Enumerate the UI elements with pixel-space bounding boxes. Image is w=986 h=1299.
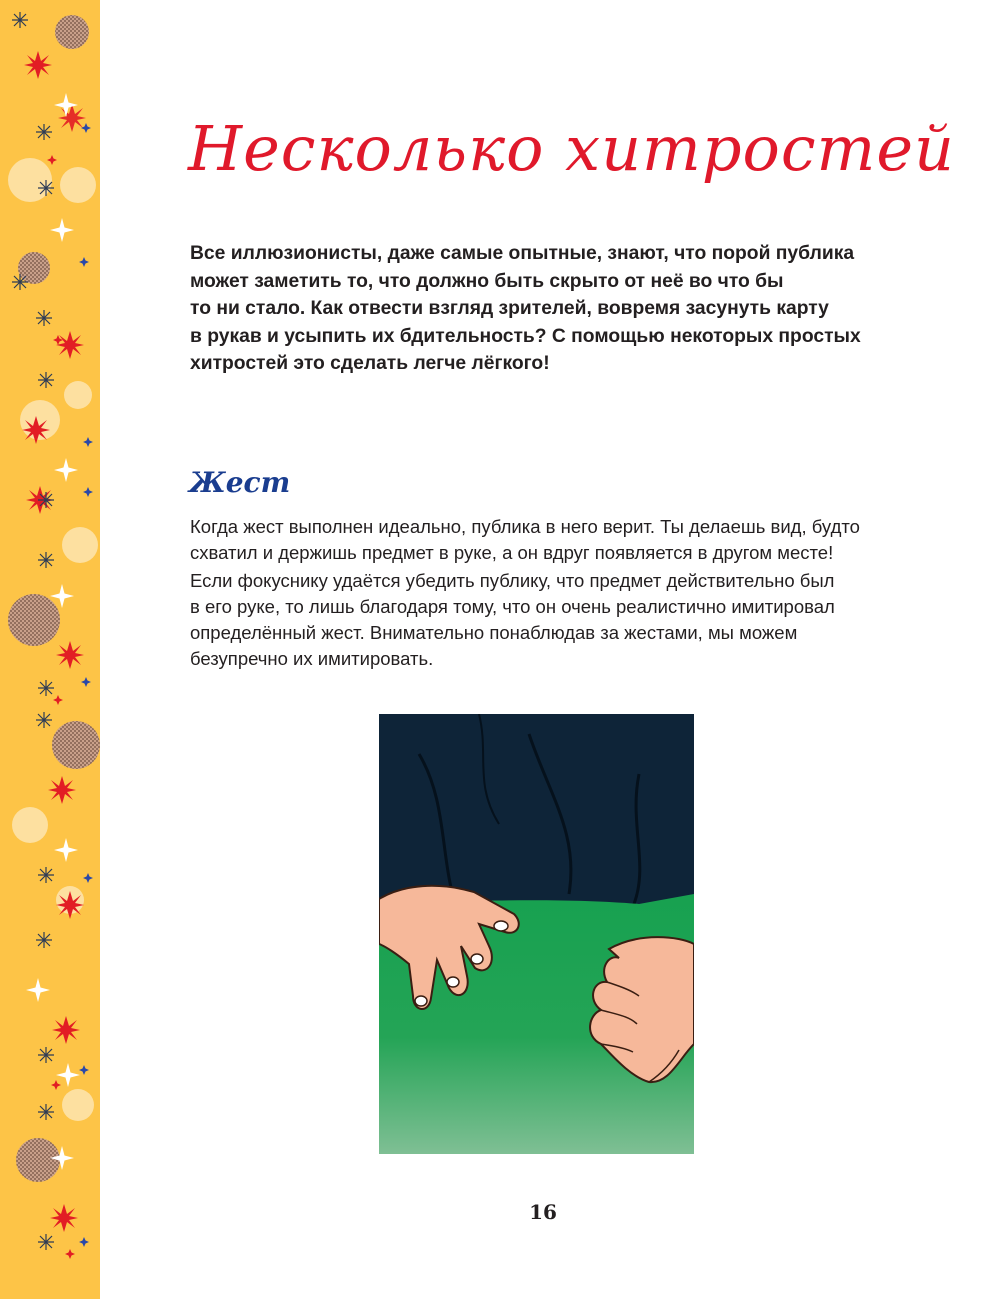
section-heading: Жест bbox=[189, 466, 291, 499]
hands-illustration bbox=[379, 714, 694, 1154]
intro-line: то ни стало. Как отвести взгляд зрителей, вовремя засунуть карту bbox=[190, 298, 829, 319]
intro-line: в рукав и усыпить их бдительность? С помощью некоторых простых bbox=[190, 325, 861, 347]
intro-paragraph bbox=[190, 240, 930, 378]
decorative-star-border bbox=[0, 0, 100, 1299]
body-paragraph-2 bbox=[190, 568, 930, 672]
page-number: 16 bbox=[529, 1200, 557, 1224]
star-pattern bbox=[0, 0, 100, 1299]
body-paragraph-1 bbox=[190, 514, 930, 566]
body-line: определённый жест. Внимательно понаблюдав за жестами, мы можем bbox=[190, 622, 798, 643]
intro-line: может заметить то, что должно быть скрыто от неё во что бы bbox=[190, 270, 784, 292]
body-line: Когда жест выполнен идеально, публика в него верит. Ты делаешь вид, будто bbox=[190, 516, 860, 537]
body-line: схватил и держишь предмет в руке, а он вдруг появляется в другом месте! bbox=[190, 542, 834, 563]
intro-line: хитростей это сделать легче лёгкого! bbox=[190, 353, 550, 374]
body-line: безупречно их имитировать. bbox=[190, 648, 434, 669]
body-line: в его руке, то лишь благодаря тому, что он очень реалистично имитировал bbox=[190, 596, 835, 617]
intro-line: Все иллюзионисты, даже самые опытные, знают, что порой публика bbox=[190, 243, 855, 264]
body-line: Если фокуснику удаётся убедить публику, что предмет действительно был bbox=[190, 570, 835, 591]
page-title: Несколько хитростей bbox=[188, 112, 955, 185]
hands-over-cloth-image bbox=[379, 714, 694, 1154]
